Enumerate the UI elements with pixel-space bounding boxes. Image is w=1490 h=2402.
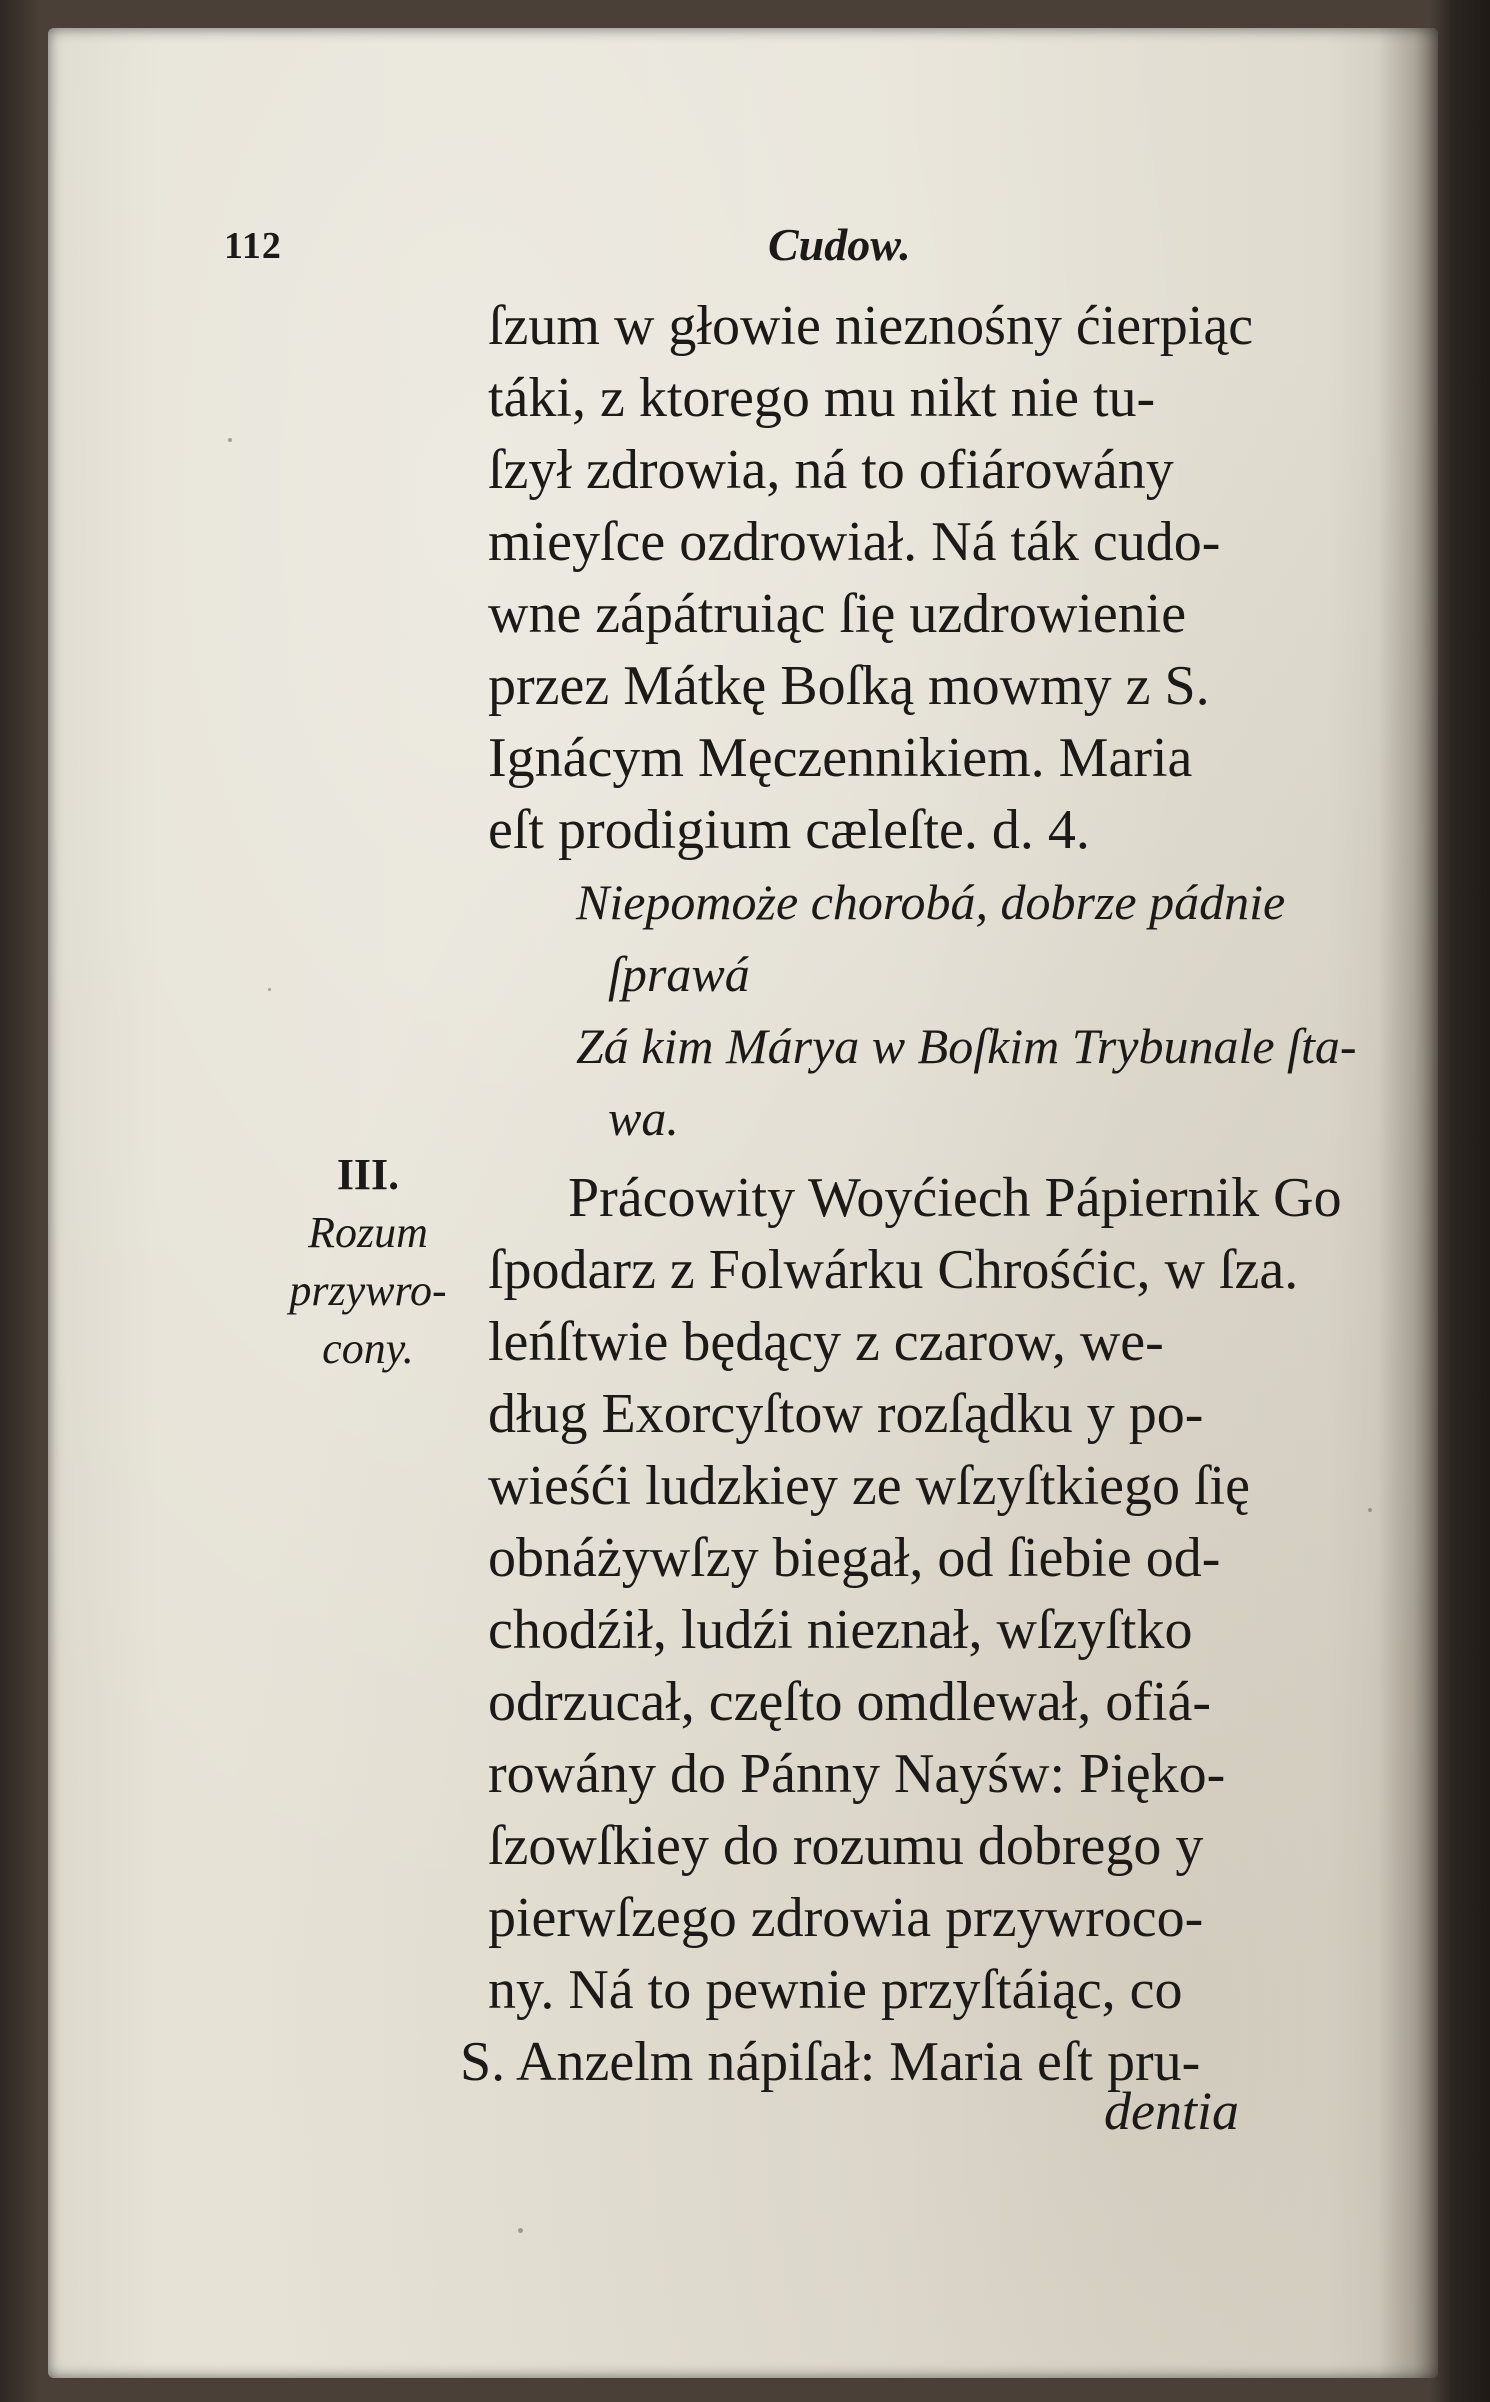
margin-note-number: III. (336, 1150, 400, 1199)
text-line: táki, z ktorego mu nikt nie tu- (488, 367, 1156, 429)
text-line: dług Exorcyſtow rozſądku y po- (488, 1383, 1204, 1445)
text-line: ſzum w głowie nieznośny ćierpiąc (488, 295, 1254, 357)
paragraph-gap (488, 1154, 1438, 1162)
verse-line: wa. (608, 1090, 679, 1146)
text-line: S. Anzelm nápiſał: Maria eſt pru- (460, 2031, 1201, 2093)
running-head: Cudow. (768, 219, 911, 270)
catchword: dentia (1104, 2081, 1239, 2141)
verse-line: Zá kim Márya w Boſkim Trybunale ſta- (576, 1018, 1357, 1074)
text-line: Prácowity Woyćiech Pápiernik Go (568, 1167, 1342, 1229)
text-line: ſzył zdrowia, ná to ofiárowány (488, 439, 1174, 501)
text-line: wieśći ludzkiey ze wſzyſtkiego ſię (488, 1455, 1250, 1517)
text-line: przez Mátkę Boſką mowmy z S. (488, 655, 1210, 717)
text-line: mieyſce ozdrowiał. Ná ták cudo- (488, 511, 1221, 573)
text-line: wne zápátruiąc ſię uzdrowienie (488, 583, 1187, 645)
verse-line: ſprawá (608, 946, 750, 1002)
text-line: rowány do Pánny Nayśw: Pięko- (488, 1743, 1226, 1805)
text-line: Ignácym Męczennikiem. Maria (488, 727, 1193, 789)
text-line: leńſtwie będący z czarow, we- (488, 1311, 1164, 1373)
text-line: ny. Ná to pewnie przyſtáiąc, co (488, 1959, 1183, 2021)
text-line: chodźił, ludźi nieznał, wſzyſtko (488, 1599, 1193, 1661)
text-line: eſt prodigium cæleſte. d. 4. (488, 799, 1090, 861)
margin-note (248, 1146, 488, 1378)
text-line: pierwſzego zdrowia przywroco- (488, 1887, 1204, 1949)
margin-note-line: cony. (322, 1324, 414, 1373)
text-line: ſzowſkiey do rozumu dobrego y (488, 1815, 1204, 1877)
text-line: ſpodarz z Folwárku Chrośćic, w ſza. (488, 1239, 1299, 1301)
paper-speck (228, 438, 232, 442)
margin-note-line: Rozum (308, 1208, 428, 1257)
text-line: odrzucał, częſto omdlewał, ofiá- (488, 1671, 1211, 1733)
verse-line: Niepomoże chorobá, dobrze pádnie (576, 874, 1286, 930)
paper-speck (268, 988, 271, 991)
margin-note-line: przywro- (289, 1266, 447, 1315)
book-page (48, 28, 1438, 2378)
main-text (460, 290, 1438, 2098)
page-number: 112 (224, 225, 282, 267)
text-line: obnáżywſzy biegał, od ſiebie od- (488, 1527, 1221, 1589)
paper-speck (518, 2228, 523, 2233)
